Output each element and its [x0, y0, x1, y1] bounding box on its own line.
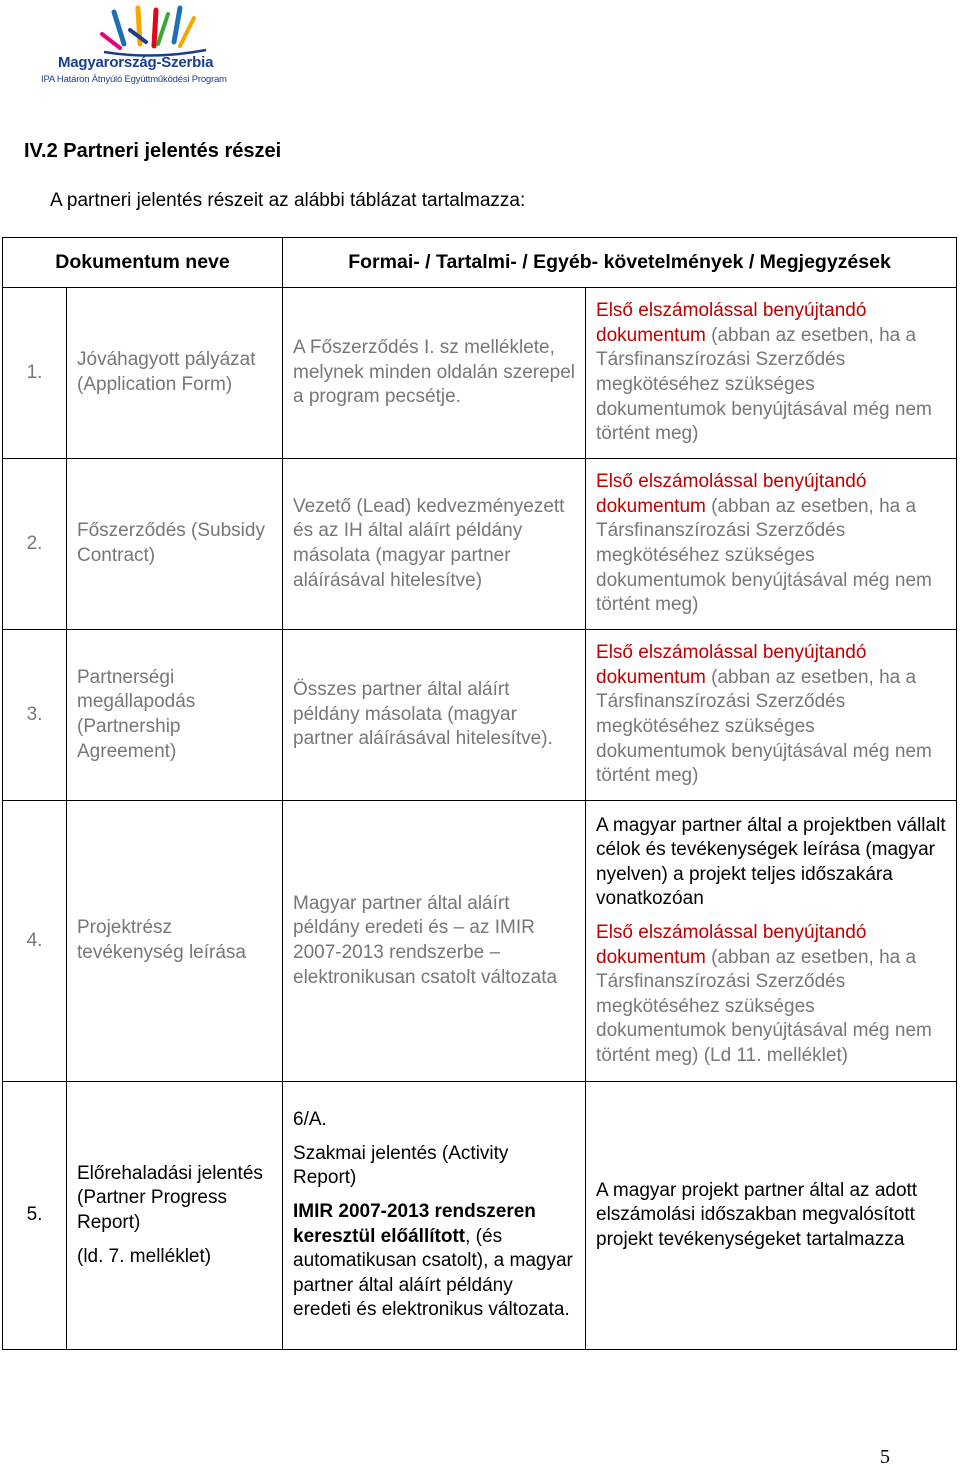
table-row: [3, 1082, 957, 1350]
documents-table: [2, 237, 957, 1350]
remark-red-lead: Első elszámolással benyújtandó dokumentum: [596, 642, 867, 688]
remark-red-lead: Első elszámolással benyújtandó dokumentum: [596, 921, 867, 968]
formal-rest: , (és automatikusan csatolt), a magyar partner által aláírt példány eredeti és elektronikus változata.: [293, 1225, 573, 1321]
row-number: 2.: [3, 459, 67, 630]
formal-title: Szakmai jelentés (Activity Report): [293, 1142, 509, 1189]
document-name: Főszerződés (Subsidy Contract): [67, 459, 283, 630]
program-logo: [40, 4, 240, 88]
table-row: [3, 288, 957, 459]
remark-gray-rest: (abban az esetben, ha a Társfinanszírozási Szerződés megkötéséhez szükséges dokumentumok benyújtásával még nem történt meg): [596, 324, 932, 445]
logo-title: Magyarország-Szerbia: [58, 54, 214, 71]
page-number: 5: [880, 1446, 890, 1468]
remark-intro: A magyar partner által a projektben vállalt célok és tevékenységek leírása (magyar nyelven) a projekt teljes időszakára vonatkozóan: [596, 814, 946, 910]
formal-requirements: A Főszerződés I. sz melléklete, melynek minden oldalán szerepel a program pecsétje.: [283, 288, 586, 459]
document-name: Jóváhagyott pályázat (Application Form): [67, 288, 283, 459]
formal-requirements-cell: [283, 1082, 586, 1350]
document-name: Előrehaladási jelentés (Partner Progress Report): [77, 1162, 263, 1233]
remark-gray-rest: (abban az esetben, ha a Társfinanszírozási Szerződés megkötéséhez szükséges dokumentumok benyújtásával még nem történt meg): [596, 666, 932, 787]
table-header-row: [3, 238, 957, 288]
remarks: [586, 801, 957, 1082]
formal-reference: 6/A.: [293, 1109, 327, 1131]
logo-figures-icon: [94, 4, 214, 58]
document-name-cell: [67, 1082, 283, 1350]
header-requirements: Formai- / Tartalmi- / Egyéb- követelmények / Megjegyzések: [283, 238, 957, 288]
remark-gray-rest: (abban az esetben, ha a Társfinanszírozási Szerződés megkötéséhez szükséges dokumentumok benyújtásával még nem történt meg): [596, 946, 932, 1066]
row-number: 5.: [3, 1082, 67, 1350]
table-row: [3, 459, 957, 630]
document-name: Projektrész tevékenység leírása: [67, 801, 283, 1082]
row-number: 4.: [3, 801, 67, 1082]
table-row: [3, 630, 957, 801]
remarks: [586, 459, 957, 630]
formal-requirements: Vezető (Lead) kedvezményezett és az IH által aláírt példány másolata (magyar partner aláírásával hitelesítve): [283, 459, 586, 630]
formal-requirements: Összes partner által aláírt példány másolata (magyar partner aláírásával hitelesítve).: [283, 630, 586, 801]
row-number: 3.: [3, 630, 67, 801]
remarks: [586, 288, 957, 459]
document-name: Partnerségi megállapodás (Partnership Agreement): [67, 630, 283, 801]
logo-subtitle: IPA Határon Átnyúló Együttműködési Program: [41, 74, 227, 85]
table-row: [3, 801, 957, 1082]
document-reference: (ld. 7. melléklet): [77, 1245, 212, 1267]
remarks: A magyar projekt partner által az adott elszámolási időszakban megvalósított projekt tevékenységeket tartalmazza: [586, 1082, 957, 1350]
remark-red-lead: Első elszámolással benyújtandó dokumentum: [596, 471, 867, 517]
remark-reference: (Ld 11. melléklet): [698, 1044, 849, 1066]
formal-bold: IMIR 2007-2013 rendszeren keresztül előállított: [293, 1200, 536, 1247]
remark-gray-rest: (abban az esetben, ha a Társfinanszírozási Szerződés megkötéséhez szükséges dokumentumok benyújtásával még nem történt meg): [596, 495, 932, 616]
intro-text: A partneri jelentés részeit az alábbi táblázat tartalmazza:: [50, 190, 526, 211]
remark-red-lead: Első elszámolással benyújtandó dokumentum: [596, 300, 867, 346]
section-heading: IV.2 Partneri jelentés részei: [24, 140, 282, 162]
header-document-name: Dokumentum neve: [3, 238, 283, 288]
formal-requirements: Magyar partner által aláírt példány eredeti és – az IMIR 2007-2013 rendszerbe – elektronikusan csatolt változata: [283, 801, 586, 1082]
remarks: [586, 630, 957, 801]
row-number: 1.: [3, 288, 67, 459]
